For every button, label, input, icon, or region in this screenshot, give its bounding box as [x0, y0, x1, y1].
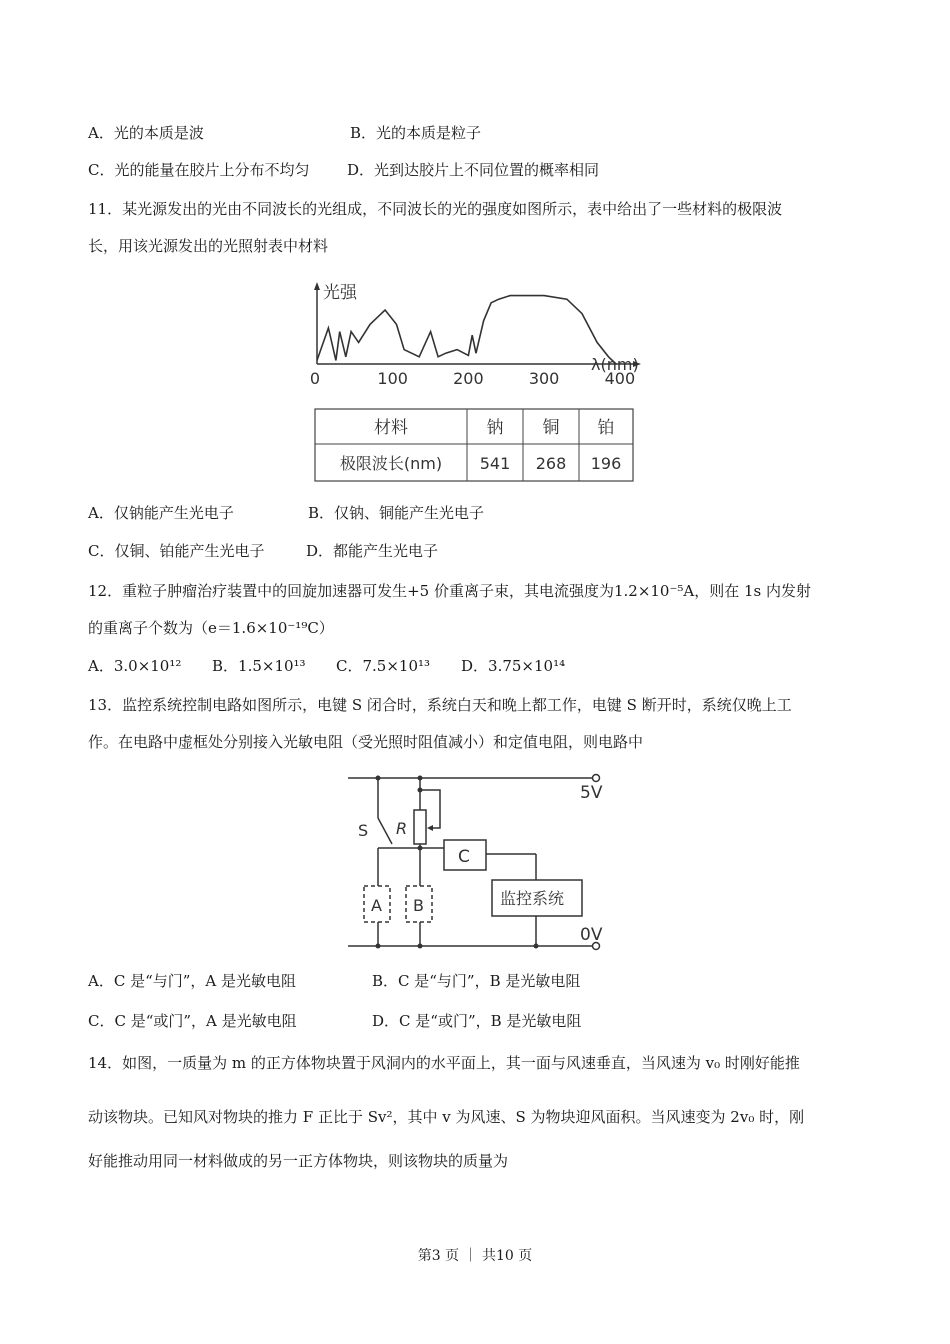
q10-option-c: C．光的能量在胶片上分布不均匀 — [88, 161, 310, 179]
table-header-material: 材料 — [374, 418, 408, 438]
label-5v: 5V — [580, 783, 603, 803]
light-intensity-chart — [305, 278, 655, 488]
table-value-copper: 268 — [535, 454, 567, 473]
resistor-r — [414, 810, 426, 844]
x-tick-label: 300 — [528, 369, 560, 388]
label-c: C — [458, 847, 470, 867]
x-tick-label: 0 — [309, 369, 321, 388]
terminal-5v — [593, 775, 600, 782]
x-axis-label: λ(nm) — [591, 355, 639, 374]
label-b: B — [413, 896, 424, 915]
intensity-curve — [317, 296, 616, 364]
x-tick-label: 200 — [453, 369, 484, 388]
switch-s — [378, 818, 392, 844]
table-header-platinum: 铂 — [597, 418, 615, 438]
q11-stem-line2: 长，用该光源发出的光照射表中材料 — [88, 237, 329, 255]
table-value-sodium: 541 — [479, 454, 511, 473]
table-value-platinum: 196 — [590, 454, 622, 473]
q13-option-a: A．C 是“与门”，A 是光敏电阻 — [88, 972, 297, 990]
q11-option-c: C．仅铜、铂能产生光电子 — [88, 542, 265, 560]
q13-option-c: C．C 是“或门”，A 是光敏电阻 — [88, 1012, 297, 1030]
q11-option-d: D．都能产生光电子 — [306, 542, 439, 560]
page-footer: 第3 页 ｜ 共10 页 — [417, 1248, 533, 1264]
q14-stem-line3: 好能推动用同一材料做成的另一正方体物块，则该物块的质量为 — [88, 1152, 509, 1170]
q12-option-a: A．3.0×10¹² — [88, 657, 182, 675]
q10-option-d: D．光到达胶片上不同位置的概率相同 — [347, 161, 600, 179]
label-0v: 0V — [580, 925, 603, 945]
x-tick-label: 400 — [604, 369, 636, 388]
label-a: A — [371, 896, 382, 915]
q11-figure — [305, 278, 655, 488]
q13-option-d: D．C 是“或门”，B 是光敏电阻 — [372, 1012, 582, 1030]
y-axis-label: 光强 — [323, 283, 357, 303]
q12-stem-line1: 12．重粒子肿瘤治疗装置中的回旋加速器可发生+5 价重离子束，其电流强度为1.2×10⁻⁵A，则在 1s 内发射 — [88, 582, 812, 600]
q10-option-a: A．光的本质是波 — [88, 124, 204, 142]
q11-stem-line1: 11．某光源发出的光由不同波长的光组成，不同波长的光的强度如图所示，表中给出了一些材料的极限波 — [88, 200, 783, 218]
table-header-sodium: 钠 — [486, 418, 504, 438]
table-row-label: 极限波长(nm) — [339, 454, 443, 473]
q14-stem-line2: 动该物块。已知风对物块的推力 F 正比于 Sv²，其中 v 为风速、S 为物块迎风面积。当风速变为 2v₀ 时，刚 — [88, 1108, 805, 1126]
label-s: S — [358, 821, 369, 840]
q13-circuit-diagram — [340, 768, 630, 958]
q13-stem-line1: 13．监控系统控制电路如图所示，电键 S 闭合时，系统白天和晚上都工作，电键 S 断开时，系统仅晚上工 — [88, 696, 792, 714]
q12-option-d: D．3.75×10¹⁴ — [461, 657, 566, 675]
q13-stem-line2: 作。在电路中虚框处分别接入光敏电阻（受光照时阻值减小）和定值电阻，则电路中 — [88, 733, 644, 751]
q12-stem-line2: 的重离子个数为（e＝1.6×10⁻¹⁹C） — [88, 619, 334, 637]
label-monitoring-system: 监控系统 — [500, 889, 565, 908]
x-tick-label: 100 — [377, 369, 408, 388]
q11-option-a: A．仅钠能产生光电子 — [88, 504, 234, 522]
table-header-copper: 铜 — [542, 418, 560, 438]
q10-option-b: B．光的本质是粒子 — [350, 124, 482, 142]
label-r: R — [396, 819, 408, 838]
rheostat-arrow — [427, 825, 433, 831]
q12-option-c: C．7.5×10¹³ — [336, 657, 431, 675]
y-axis-arrow — [314, 282, 320, 290]
q14-stem-line1: 14．如图，一质量为 m 的正方体物块置于风洞内的水平面上，其一面与风速垂直，当风速为 v₀ 时刚好能推 — [88, 1054, 800, 1072]
q13-option-b: B．C 是“与门”，B 是光敏电阻 — [372, 972, 581, 990]
q12-option-b: B．1.5×10¹³ — [212, 657, 306, 675]
q11-option-b: B．仅钠、铜能产生光电子 — [308, 504, 485, 522]
limit-wavelength-table — [315, 409, 633, 481]
